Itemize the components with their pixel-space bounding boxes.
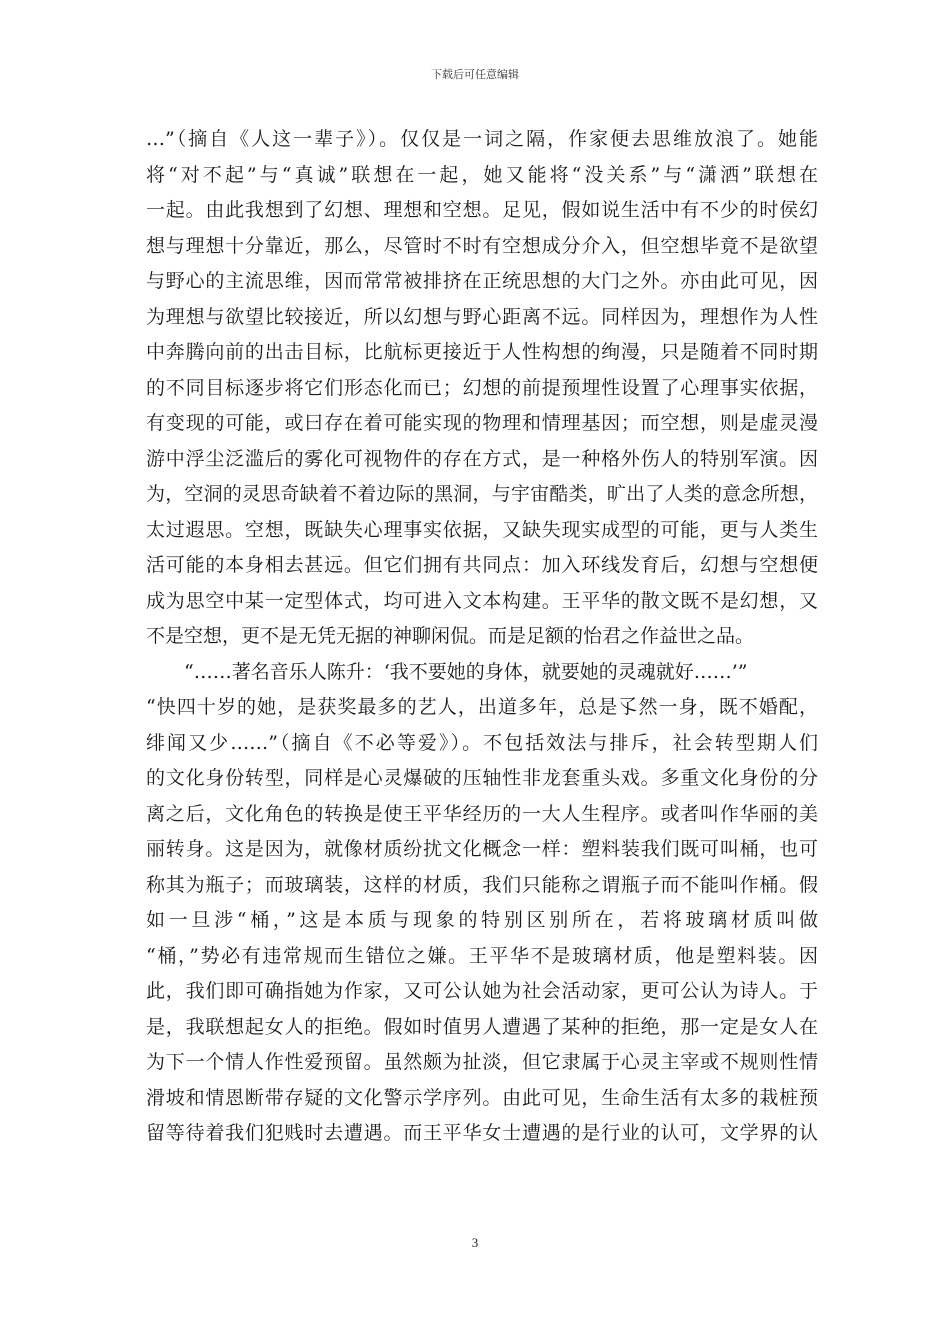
text-line: 滑坡和情恩断带存疑的文化警示学序列。由此可见，生命生活有太多的栽桩预 — [146, 1086, 818, 1109]
paragraph-2 — [146, 655, 818, 1152]
text-line: 留等待着我们犯贱时去遭遇。而王平华女士遭遇的是行业的认可，文学界的认 — [146, 1122, 818, 1144]
text-line: “桶，”势必有违常规而生错位之嫌。王平华不是玻璃材质，他是塑料装。因 — [146, 944, 818, 967]
text-line: 太过遐思。空想，既缺失心理事实依据，又缺失现实成型的可能，更与人类生 — [146, 518, 818, 541]
text-line: 丽转身。这是因为，就像材质纷扰文化概念一样：塑料装我们既可叫桶，也可 — [146, 838, 818, 860]
text-line: 是，我联想起女人的拒绝。假如时值男人遭遇了某种的拒绝，那一定是女人在 — [146, 1015, 818, 1038]
body-text — [146, 122, 818, 1152]
text-line: “……著名音乐人陈升：‘我不要她的身体，就要她的灵魂就好……’” — [184, 660, 748, 683]
text-line: 中奔腾向前的出击目标，比航标更接近于人性构想的绚漫，只是随着不同时期 — [146, 341, 818, 363]
text-line: 不是空想，更不是无凭无据的神聊闲侃。而是足额的怡君之作益世之品。 — [146, 625, 755, 647]
page-header: 下载后可任意编辑 — [431, 68, 519, 81]
text-line: 此，我们即可确指她为作家，又可公认她为社会活动家，更可公认为诗人。于 — [146, 980, 818, 1002]
text-line: …”（摘自《人这一辈子》）。仅仅是一词之隔，作家便去思维放浪了。她能 — [146, 128, 818, 150]
text-line: 与野心的主流思维，因而常常被排挤在正统思想的大门之外。亦由此可见，因 — [146, 270, 818, 292]
text-line: 将“对不起”与“真诚”联想在一起，她又能将“没关系”与“潇洒”联想在 — [146, 163, 818, 186]
text-line: 为下一个情人作性爱预留。虽然颇为扯淡，但它隶属于心灵主宰或不规则性情 — [146, 1051, 818, 1073]
text-line: 离之后，文化角色的转换是使王平华经历的一大人生程序。或者叫作华丽的美 — [146, 802, 818, 825]
text-line: 为理想与欲望比较接近，所以幻想与野心距离不远。同样因为，理想作为人性 — [146, 305, 818, 328]
text-line: 的不同目标逐步将它们形态化而已；幻想的前提预埋性设置了心理事实依据， — [146, 376, 818, 399]
text-line: 的文化身份转型，同样是心灵爆破的压轴性非龙套重头戏。多重文化身份的分 — [146, 767, 818, 789]
page-number: 3 — [471, 1235, 479, 1250]
text-line: 称其为瓶子；而玻璃装，这样的材质，我们只能称之谓瓶子而不能叫作桶。假 — [146, 873, 818, 896]
text-line: 有变现的可能，或曰存在着可能实现的物理和情理基因；而空想，则是虚灵漫 — [146, 412, 818, 434]
text-line: 游中浮尘泛滥后的雾化可视物件的存在方式，是一种格外伤人的特别军演。因 — [146, 447, 818, 470]
text-line: 一起。由此我想到了幻想、理想和空想。足见，假如说生活中有不少的时侯幻 — [146, 199, 818, 221]
text-line: “快四十岁的她，是获奖最多的艺人，出道多年，总是孓然一身，既不婚配， — [146, 696, 818, 718]
text-line: 成为思空中某一定型体式，均可进入文本构建。王平华的散文既不是幻想，又 — [146, 589, 818, 612]
text-line: 为，空洞的灵思奇缺着不着边际的黑洞，与宇宙酷类，旷出了人类的意念所想， — [146, 483, 818, 505]
text-line: 活可能的本身相去甚远。但它们拥有共同点：加入环线发育后，幻想与空想便 — [146, 554, 818, 576]
text-line: 如一旦涉“桶，”这是本质与现象的特别区别所在，若将玻璃材质叫做 — [146, 909, 818, 931]
paragraph-1 — [146, 122, 818, 655]
text-line: 绯闻又少……”（摘自《不必等爱》）。不包括效法与排斥，社会转型期人们 — [146, 731, 818, 754]
text-line: 想与理想十分靠近，那么，尽管时不时有空想成分介入，但空想毕竟不是欲望 — [146, 234, 818, 257]
